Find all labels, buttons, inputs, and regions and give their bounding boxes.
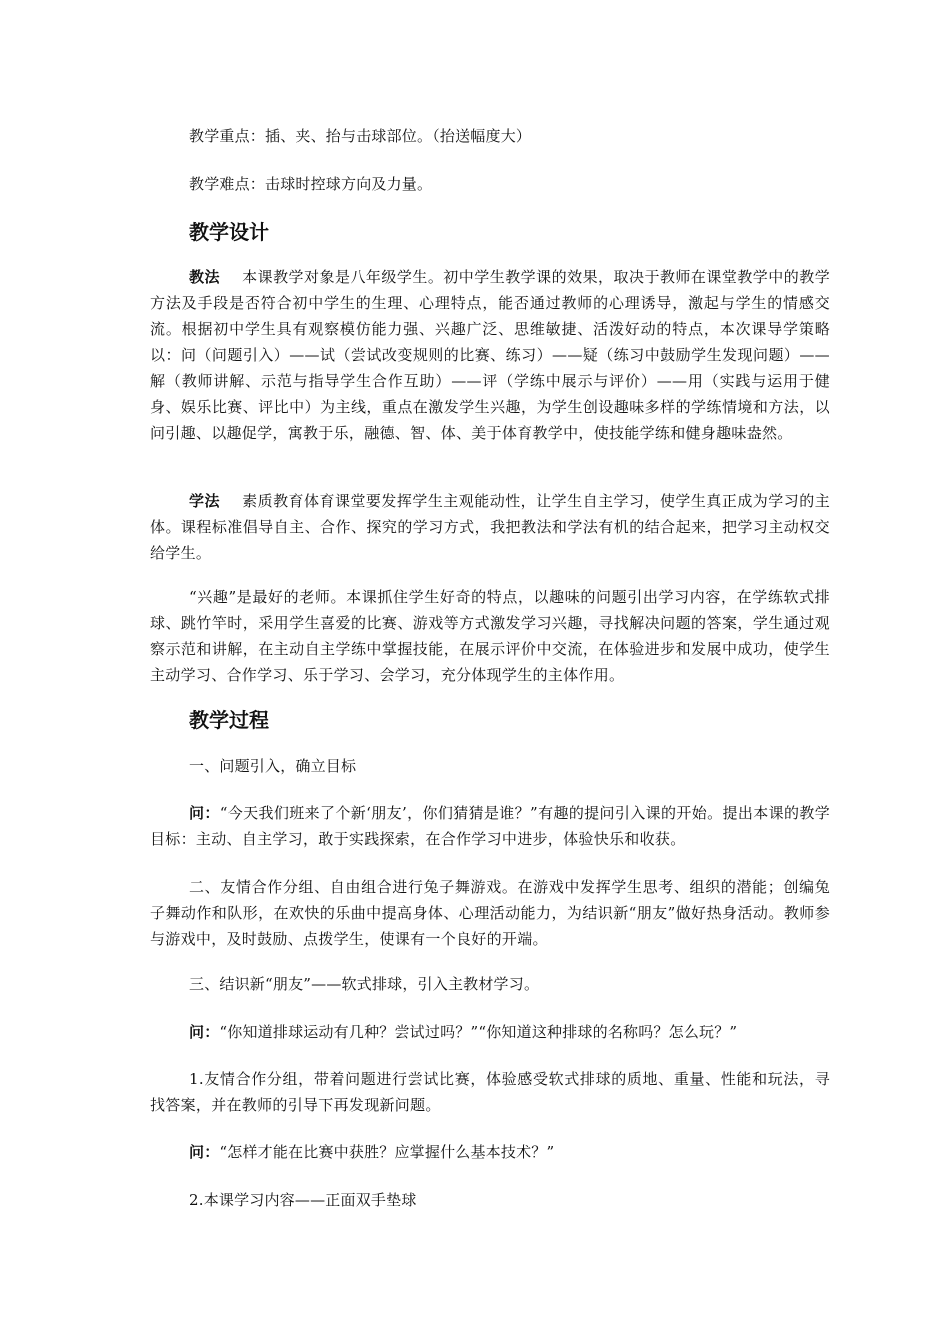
learning-method-paragraph — [150, 488, 830, 566]
teaching-method-label: 教法 — [189, 268, 220, 286]
step-2: 二、友情合作分组、自由组合进行兔子舞游戏。在游戏中发挥学生思考、组织的潜能；创编兔子舞动作和队形，在欢快的乐曲中提高身体、心理活动能力，为结识新“朋友”做好热身活动。教师参与游戏中，及时鼓励、点拨学生，使课有一个良好的开端。 — [150, 878, 830, 948]
difficult-point: 教学难点：击球时控球方向及力量。 — [189, 175, 433, 193]
question-2-text: “你知道排球运动有几种？尝试过吗？”“你知道这种排球的名称吗？怎么玩？” — [219, 1023, 738, 1041]
step-3: 三、结识新“朋友”——软式排球，引入主教材学习。 — [189, 975, 540, 993]
item-1: 1.友情合作分组，带着问题进行尝试比赛，体验感受软式排球的质地、重量、性能和玩法，寻找答案，并在教师的引导下再发现新问题。 — [150, 1070, 830, 1114]
question-3-paragraph — [150, 1140, 830, 1164]
question-1-text: “今天我们班来了个新‘朋友’，你们猜猜是谁？”有趣的提问引入课的开始。提出本课的教学目标：主动、自主学习，敢于实践探索，在合作学习中进步，体验快乐和收获。 — [150, 804, 830, 848]
key-point: 教学重点：插、夹、抬与击球部位。（抬送幅度大） — [189, 127, 532, 145]
learning-method-label: 学法 — [189, 492, 220, 510]
question-1-paragraph — [150, 800, 830, 852]
step-1: 一、问题引入，确立目标 — [189, 757, 357, 775]
interest-paragraph: “兴趣”是最好的老师。本课抓住学生好奇的特点，以趣味的问题引出学习内容，在学练软式排球、跳竹竿时，采用学生喜爱的比赛、游戏等方式激发学习兴趣，寻找解决问题的答案，学生通过观察示范和讲解，在主动自主学练中掌握技能，在展示评价中交流，在体验进步和发展中成功，使学生主动学习、合作学习、乐于学习、会学习，充分体现学生的主体作用。 — [150, 588, 830, 684]
section-title-design: 教学设计 — [189, 220, 269, 244]
section-title-process: 教学过程 — [189, 708, 269, 732]
item-2: 2.本课学习内容——正面双手垫球 — [189, 1191, 417, 1209]
question-1-label: 问： — [189, 804, 220, 822]
question-2-paragraph — [150, 1020, 830, 1044]
teaching-method-paragraph — [150, 264, 830, 446]
question-3-text: “怎样才能在比赛中获胜？应掌握什么基本技术？” — [219, 1143, 555, 1161]
teaching-method-text: 本课教学对象是八年级学生。初中学生教学课的效果，取决于教师在课堂教学中的教学方法及手段是否符合初中学生的生理、心理特点，能否通过教师的心理诱导，激起与学生的情感交流。根据初中学生具有观察模仿能力强、兴趣广泛、思维敏捷、活泼好动的特点，本次课导学策略以：问（问题引入）——试（尝试改变规则的比赛、练习）——疑（练习中鼓励学生发现问题）——解（教师讲解、示范与指导学生合作互助）——评（学练中展示与评价）——用（实践与运用于健身、娱乐比赛、评比中）为主线，重点在激发学生兴趣，为学生创设趣味多样的学练情境和方法，以问引趣、以趣促学，寓教于乐，融德、智、体、美于体育教学中，使技能学练和健身趣味盎然。 — [150, 268, 830, 442]
question-3-label: 问： — [189, 1143, 220, 1161]
question-2-label: 问： — [189, 1023, 220, 1041]
learning-method-text: 素质教育体育课堂要发挥学生主观能动性，让学生自主学习，使学生真正成为学习的主体。课程标准倡导自主、合作、探究的学习方式，我把教法和学法有机的结合起来，把学习主动权交给学生。 — [150, 492, 830, 562]
